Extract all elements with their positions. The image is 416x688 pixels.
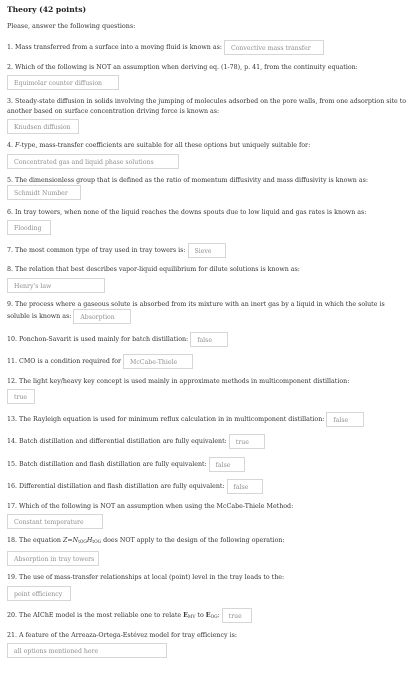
question-text: does NOT apply to the design of the following operation: (103, 537, 285, 545)
eq-n: N (72, 537, 79, 545)
question-number: 20. (7, 612, 18, 620)
answer-field-15[interactable]: false (209, 457, 245, 472)
answer-field-20[interactable]: true (222, 608, 252, 623)
question-text: The light key/heavy key concept is used mainly in approximate methods in multicomponent distillation: (19, 377, 350, 385)
question-text: The AIChE model is the most reliable one to relate (19, 612, 182, 620)
question-number: 21. (7, 631, 18, 639)
question-number: 12. (7, 377, 18, 385)
e-og-sub: OG (210, 615, 218, 621)
answer-field-6[interactable]: Flooding (7, 220, 51, 235)
question-number: 14. (7, 438, 18, 446)
answer-field-19[interactable]: point efficiency (7, 586, 71, 601)
f-type-symbol: F (15, 142, 20, 150)
e-mv-symbol: E (183, 612, 188, 620)
question-1 (7, 40, 409, 55)
question-20: 20. The AIChE model is the most reliable one to relate $E_{MV}$ to $E_{OG}$: true (7, 608, 409, 623)
question-text: Ponchon-Savarit is used mainly for batch distillation: (19, 335, 189, 343)
question-21 (7, 631, 409, 658)
question-text: Differential distillation and flash distillation are fully equivalent: (19, 483, 225, 491)
answer-field-2[interactable]: Equimolar counter diffusion (7, 75, 119, 90)
question-number: 6. (7, 208, 14, 216)
question-text: Steady-state diffusion in solids involving the jumping of molecules adsorbed on the pore walls, from one adsorption site to another based on surface concentration driving force is known as: (7, 98, 407, 115)
answer-field-1[interactable]: Convective mass transfer (224, 40, 324, 55)
answer-field-5[interactable]: Schmidt Number (7, 185, 81, 200)
instructions: Please, answer the following questions: (7, 22, 136, 30)
answer-field-9[interactable]: Absorption (73, 309, 131, 324)
question-text: The use of mass-transfer relationships at local (point) level in the tray leads to the: (19, 574, 285, 582)
question-text: The dimensionless group that is defined as the ratio of momentum diffusivity and mass diffusivity is known as: (15, 177, 368, 185)
question-2 (7, 63, 409, 90)
question-text: Mass transferred from a surface into a moving fluid is known as: (15, 44, 222, 51)
question-number: 18. (7, 537, 18, 545)
answer-field-21[interactable]: all options mentioned here (7, 643, 167, 658)
question-text-pre: The equation (19, 537, 61, 545)
question-16 (7, 479, 409, 494)
question-number: 19. (7, 574, 18, 582)
eq-h: H (86, 537, 93, 545)
eq-z: Z (63, 537, 68, 545)
question-11 (7, 354, 409, 369)
question-17 (7, 502, 409, 529)
question-14 (7, 434, 409, 449)
question-text: The most common type of tray used in tray towers is: (15, 246, 186, 254)
question-text: A feature of the Arreaza-Ortega-Estévez model for tray efficiency is: (19, 631, 237, 639)
e-mv-sub: MV (187, 615, 196, 621)
question-12 (7, 377, 409, 404)
question-7 (7, 243, 409, 258)
question-number: 16. (7, 483, 18, 491)
equation: $Z=N_{tOG}H_{tOG}$ (63, 537, 102, 546)
eq-n-sub: tOG (78, 540, 87, 546)
question-text: The Rayleigh equation is used for minimum reflux calculation in in multicomponent distillation: (19, 415, 325, 423)
question-18 (7, 536, 409, 565)
question-number: 15. (7, 460, 18, 468)
question-number: 2. (7, 63, 14, 71)
question-number: 5. (7, 177, 14, 185)
answer-field-3[interactable]: Knudsen diffusion (7, 119, 79, 134)
question-text: In tray towers, when none of the liquid reaches the downs spouts due to low liquid and gas rates is known as: (15, 208, 367, 216)
question-text: The relation that best describes vapor-liquid equilibrium for dilute solutions is known as: (15, 266, 300, 274)
question-text-to: to (197, 612, 204, 620)
answer-field-8[interactable]: Henry's law (7, 278, 105, 293)
answer-field-13[interactable]: false (326, 412, 364, 427)
answer-field-12[interactable]: true (7, 389, 35, 404)
answer-field-14[interactable]: true (229, 434, 265, 449)
question-number: 9. (7, 301, 14, 309)
question-text: -type, mass-transfer coefficients are suitable for all these options but uniquely suitable for: (19, 142, 311, 150)
question-19 (7, 573, 409, 600)
question-13 (7, 412, 409, 427)
e-og-symbol: E (205, 612, 211, 620)
question-text: CMO is a condition required for (19, 358, 122, 366)
question-number: 8. (7, 266, 14, 274)
question-number: 1. (7, 44, 14, 51)
question-5 (7, 176, 409, 200)
question-text: Batch distillation and flash distillation are fully equivalent: (19, 460, 207, 468)
question-number: 17. (7, 502, 18, 510)
question-number: 10. (7, 335, 18, 343)
question-number: 7. (7, 246, 14, 254)
answer-field-7[interactable]: Sieve (188, 243, 226, 258)
question-text: Which of the following is NOT an assumption when deriving eq. (1-78), p. 41, from the continuity equation: (15, 63, 358, 71)
question-15 (7, 457, 409, 472)
answer-field-10[interactable]: false (190, 332, 228, 347)
section-title: Theory (42 points) (7, 5, 87, 14)
answer-field-4[interactable]: Concentrated gas and liquid phase solutions (7, 154, 179, 169)
question-10 (7, 332, 409, 347)
question-number: 3. (7, 98, 14, 106)
question-8 (7, 265, 409, 292)
question-number: 4. (7, 142, 14, 150)
eq-h-sub: tOG (92, 540, 102, 546)
question-number: 13. (7, 415, 18, 423)
answer-field-17[interactable]: Constant temperature (7, 514, 103, 529)
answer-field-18[interactable]: Absorption in tray towers (7, 551, 99, 566)
question-6 (7, 208, 409, 235)
question-9 (7, 300, 409, 324)
question-number: 11. (7, 358, 18, 366)
question-4 (7, 141, 409, 168)
question-text: The process where a gaseous solute is absorbed from its mixture with an inert gas by a liquid in which the solute is soluble is known as: (7, 301, 385, 321)
question-text: Which of the following is NOT an assumption when using the McCabe-Thiele Method: (19, 502, 294, 510)
answer-field-16[interactable]: false (227, 479, 263, 494)
question-3 (7, 97, 409, 134)
question-text: Batch distillation and differential distillation are fully equivalent: (19, 438, 227, 446)
answer-field-11[interactable]: McCabe-Thiele (123, 354, 193, 369)
